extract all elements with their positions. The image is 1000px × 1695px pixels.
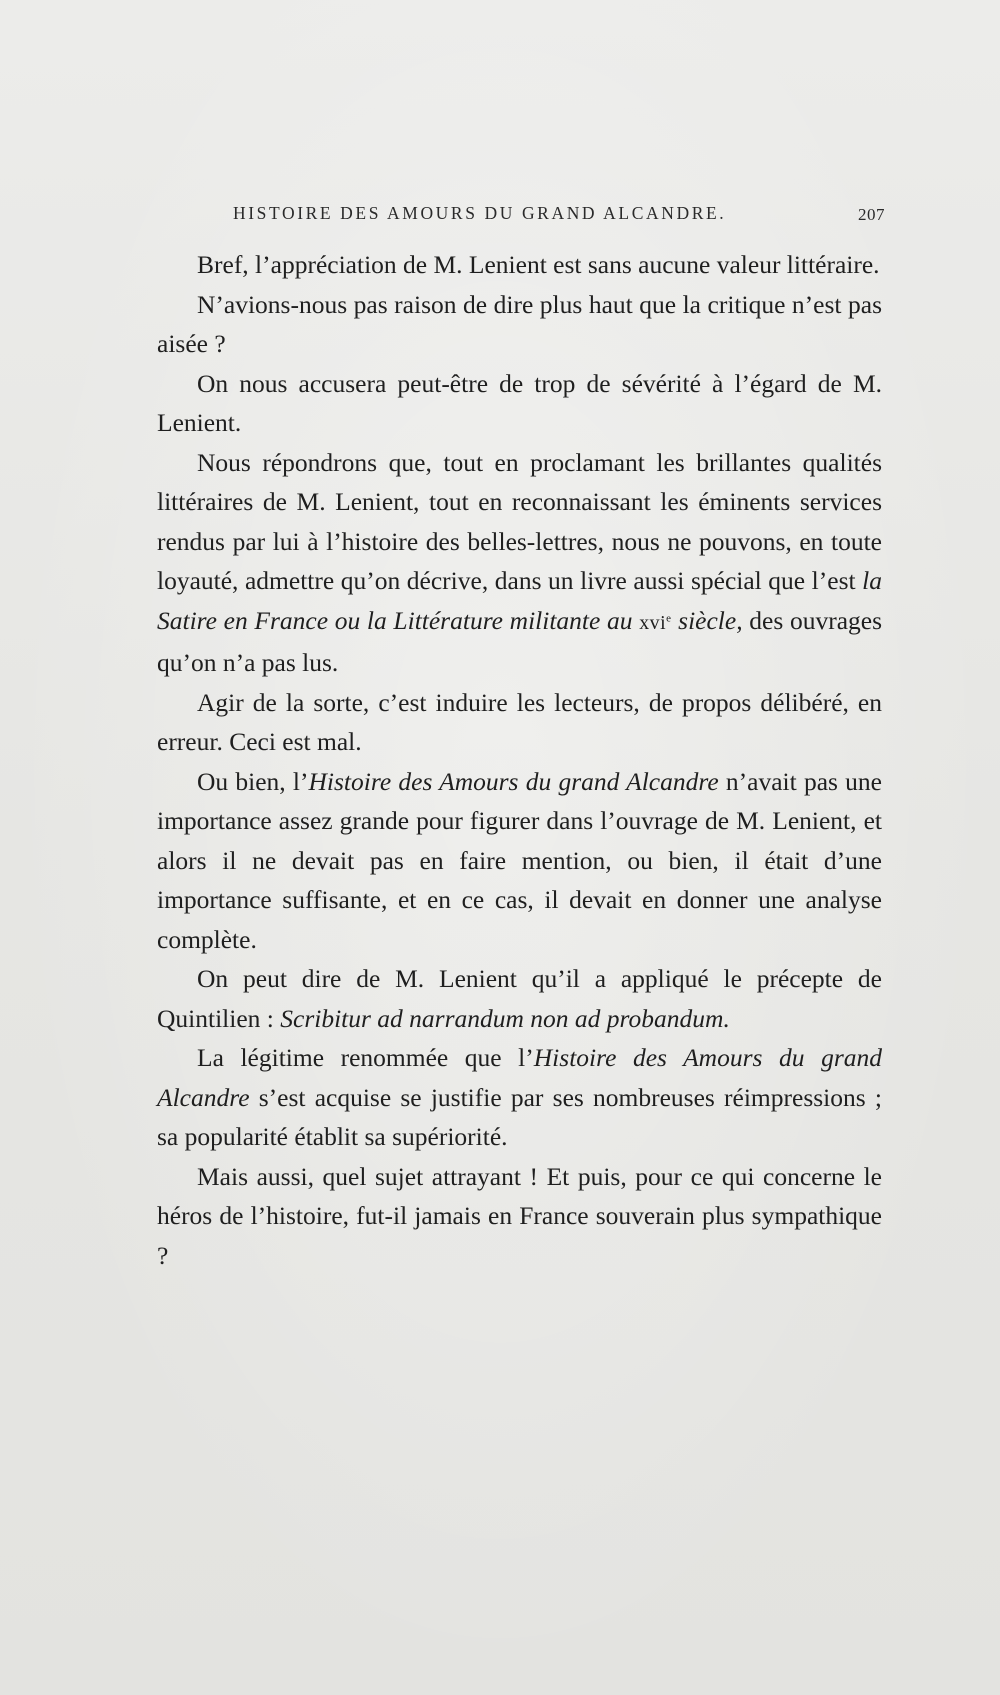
- paragraph-text: On peut dire de M. Lenient qu’il a appliqué le précepte de Quintilien :: [157, 964, 882, 1033]
- paragraph-text: des ouvrages qu’on n’a pas lus.: [157, 605, 883, 677]
- paragraph: [157, 1157, 882, 1276]
- book-title: Histoire des Amours du grand Alcandre: [157, 1043, 882, 1112]
- century-numeral: [639, 612, 671, 634]
- paragraph-text: On nous accusera peut-être de trop de sévérité à l’égard de M. Lenient.: [157, 368, 882, 437]
- century-roman: xvi: [639, 611, 667, 634]
- paragraph-text: s’est acquise se justifie par ses nombreuses réimpressions ; sa popularité établit sa supériorité.: [157, 1082, 882, 1151]
- paragraph: [157, 285, 882, 364]
- book-title: Histoire des Amours du grand Alcandre: [308, 766, 719, 796]
- paragraph-text: n’avait pas une importance assez grande pour figurer dans l’ouvrage de M. Lenient, et alors il ne devait pas en faire mention, ou bien, il était d’une importance suffisante, et en ce cas, il devait en donner une analyse complète.: [157, 766, 883, 954]
- page-header: [233, 203, 883, 233]
- paragraph-text: Mais aussi, quel sujet attrayant ! Et puis, pour ce qui concerne le héros de l’histoire, fut-il jamais en France souverain plus sympathique ?: [157, 1161, 882, 1270]
- paragraph: [157, 762, 882, 960]
- paragraph-text: La légitime renommée que l’: [197, 1043, 534, 1072]
- paragraph: [157, 683, 882, 762]
- century-superscript: e: [666, 611, 672, 624]
- book-title: la Satire en France ou la Littérature militante au: [157, 566, 882, 635]
- paragraph-text: N’avions-nous pas raison de dire plus haut que la critique n’est pas aisée ?: [157, 289, 882, 358]
- paragraph: [157, 1038, 882, 1157]
- paragraph: [157, 364, 882, 443]
- latin-quote: Scribitur ad narrandum non ad probandum.: [280, 1003, 730, 1033]
- paragraph: [157, 245, 882, 285]
- paragraph: [157, 443, 882, 683]
- book-title-end: siècle,: [678, 605, 743, 635]
- running-title: HISTOIRE DES AMOURS DU GRAND ALCANDRE.: [233, 203, 727, 223]
- page-number: 207: [858, 205, 885, 224]
- body-text: [157, 245, 882, 1275]
- paragraph-text: Nous répondrons que, tout en proclamant les brillantes qualités littéraires de M. Lenient, tout en reconnaissant les éminents services rendus par lui à l’histoire des belles-lettres, nous ne pouvons, en toute loyauté, admettre qu’on décrive, dans un livre aussi spécial que l’est: [157, 447, 882, 595]
- paragraph: [157, 959, 882, 1038]
- paragraph-text: Agir de la sorte, c’est induire les lecteurs, de propos délibéré, en erreur. Ceci est mal.: [157, 687, 882, 756]
- paragraph-text: Bref, l’appréciation de M. Lenient est sans aucune valeur littéraire.: [197, 250, 880, 279]
- paragraph-text: Ou bien, l’: [197, 766, 309, 796]
